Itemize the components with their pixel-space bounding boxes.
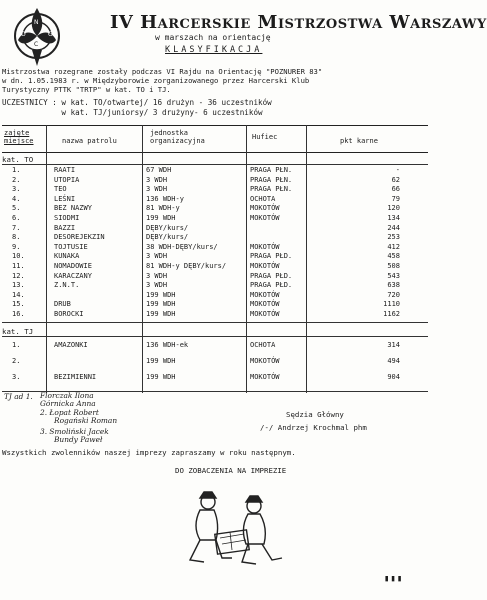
tj-name: Górnicka Anna [40,399,96,408]
table-cell-district: MOKOTÓW [250,204,280,213]
table-cell-points: 134 [387,214,400,222]
table-cell-district: PRAGA PŁN. [250,175,293,184]
table-cell-points: 244 [387,223,400,232]
table-cell-place: 1. [12,166,21,174]
table-cell-unit: 136 WDH-y [146,194,184,203]
tj-entry-1 [40,392,96,408]
tj-name: Łopat Robert [49,408,99,417]
table-cell-points: 1162 [383,310,400,318]
tj-number: 2. [40,408,48,417]
header-district: Hufiec [252,133,278,141]
table-cell-team: LEŚNI [54,194,76,203]
table-cell-points: 508 [387,262,400,270]
table-cell-unit: DĘBY/kurs/ [146,233,189,242]
table-cell-place: 2. [12,175,21,184]
table-cell-team: TEO [54,185,67,194]
participants-line: UCZESTNICY : w kat. TO/otwartej/ 16 drużyn - 36 uczestników [2,98,272,107]
table-cell-district: MOKOTÓW [250,242,280,251]
stamp-marks: ▮▮▮ [384,574,404,584]
table-cell-unit: 199 WDH [146,310,176,318]
category-tj-label: kat. TJ [2,327,34,336]
column-divider [142,125,143,393]
logo-letter-n: N [34,19,39,26]
table-cell-district: PRAGA PŁD. [250,281,293,290]
table-cell-place: 11. [12,262,25,270]
intro-line: w dn. 1.05.1983 r. w Międzyborowie zorganizowanego przez Harcerski Klub [2,75,310,85]
see-you-note: DO ZOBACZENIA NA IMPREZIE [175,466,287,475]
table-cell-team: SIODMI [54,214,80,222]
table-cell-points: 253 [387,233,400,242]
table-cell-unit: 3 WDH [146,175,168,184]
table-cell-team: AMAZONKI [54,341,88,349]
table-cell-unit: 199 WDH [146,357,176,365]
table-cell-place: 4. [12,194,21,203]
table-cell-district: PRAGA PŁN. [250,166,293,174]
table-cell-unit: 38 WDH-DĘBY/kurs/ [146,242,218,251]
category-divider [2,164,428,165]
table-cell-district: OCHOTA [250,194,276,203]
column-divider [246,125,247,393]
table-cell-district: MOKOTÓW [250,300,280,309]
table-cell-unit: DĘBY/kurs/ [146,223,189,232]
table-cell-team: BEZIMIENNI [54,373,97,381]
table-cell-team: KUNAKA [54,252,80,261]
table-cell-unit: 3 WDH [146,271,168,280]
table-cell-place: 8. [12,233,21,242]
participants-info [2,98,272,118]
tj-name: Rogański Roman [54,416,118,425]
table-cell-place: 7. [12,223,21,232]
table-cell-district: MOKOTÓW [250,373,280,381]
table-cell-team: Z.N.T. [54,281,80,290]
table-cell-team: UTOPIA [54,175,80,184]
table-cell-unit: 136 WDH-ek [146,341,189,349]
header-points: pkt karne [340,137,378,145]
table-cell-district: MOKOTÓW [250,214,280,222]
table-cell-unit: 199 WDH [146,290,176,299]
thanks-note: Wszystkich zwolenników naszej imprezy zapraszamy w roku następnym. [2,448,296,457]
scout-lily-logo [8,6,66,68]
tj-number: 3. [40,427,48,436]
tj-handwritten-label: TJ ad 1. [4,392,33,401]
table-cell-unit: 3 WDH [146,252,168,261]
table-cell-points: 79 [391,194,400,203]
category-to-label: kat. TO [2,155,34,164]
table-cell-points: 412 [387,242,400,251]
table-cell-team: RAATI [54,166,76,174]
table-cell-place: 6. [12,214,21,222]
tj-entry-3 [40,428,109,444]
logo-letter-c: C [34,41,39,48]
table-cell-points: 494 [387,357,400,365]
table-cell-points: - [395,166,400,174]
participants-line: w kat. TJ/juniorsy/ 3 drużyny- 6 uczestników [2,108,263,117]
table-cell-district: MOKOTÓW [250,262,280,270]
scouts-illustration [170,488,290,570]
judge-title: Sędzia Główny [286,410,344,419]
table-cell-district: PRAGA PŁD. [250,252,293,261]
table-cell-team: BOROCKI [54,310,84,318]
table-cell-place: 3. [12,373,21,381]
table-cell-team: TOJTUSIE [54,242,88,251]
table-cell-place: 5. [12,204,21,213]
table-cell-place: 3. [12,185,21,194]
table-cell-points: 720 [387,290,400,299]
table-cell-district: MOKOTÓW [250,290,280,299]
table-cell-points: 904 [387,373,400,381]
table-cell-place: 16. [12,310,25,318]
logo-letter-o: O [21,31,26,38]
header-place: zajęte miejsce [4,129,34,145]
table-cell-unit: 81 WDH-y [146,204,180,213]
table-cell-place: 1. [12,341,21,349]
tj-entry-2 [40,409,117,425]
tj-name: Smoliński Jacek [49,427,109,436]
table-cell-unit: 199 WDH [146,214,176,222]
table-cell-place: 2. [12,357,21,365]
table-cell-place: 12. [12,271,25,280]
table-cell-unit: 81 WDH-y DĘBY/kurs/ [146,262,227,270]
table-cell-points: 314 [387,341,400,349]
tj-name: Florczak Ilona [40,391,94,400]
table-cell-place: 15. [12,300,25,309]
table-cell-place: 13. [12,281,25,290]
page-title: IV Harcerskie Mistrzostwa Warszawy [110,12,487,33]
header-unit: jednostka organizacyjna [150,129,205,145]
column-divider [46,125,47,393]
table-cell-team: BAZZI [54,223,76,232]
intro-paragraph [2,68,322,94]
table-cell-points: 543 [387,271,400,280]
table-cell-place: 14. [12,290,25,299]
header-team: nazwa patrolu [62,137,117,145]
intro-line: Mistrzostwa rozegrane zostały podczas VI Rajdu na Orientację "POZNURER 83" [2,67,323,76]
table-cell-team: BEZ NAZWY [54,204,92,213]
table-cell-unit: 199 WDH [146,373,176,381]
tj-name: Bundy Paweł [54,435,103,444]
table-cell-district: MOKOTÓW [250,357,280,365]
table-cell-place: 9. [12,242,21,251]
category-divider [2,336,428,337]
table-cell-team: DRUB [54,300,71,309]
table-cell-points: 62 [391,175,400,184]
table-cell-team: DESOREJEKZIN [54,233,105,242]
table-cell-unit: 199 WDH [146,300,176,309]
table-cell-unit: 67 WDH [146,166,172,174]
table-cell-team: NOMADOWIE [54,262,92,270]
column-divider [306,125,307,393]
table-cell-district: OCHOTA [250,341,276,349]
judge-name: /-/ Andrzej Krochmal phm [260,423,367,432]
table-cell-place: 10. [12,252,25,261]
section-title: KLASYFIKACJA [165,45,263,55]
category-divider [2,322,428,323]
table-cell-points: 458 [387,252,400,261]
table-cell-unit: 3 WDH [146,185,168,194]
table-cell-points: 66 [391,185,400,194]
logo-letter-g: G [48,31,53,38]
table-cell-district: PRAGA PŁN. [250,185,293,194]
table-cell-district: MOKOTÓW [250,310,280,318]
table-cell-team: KARACZANY [54,271,92,280]
page-subtitle: w marszach na orientację [155,33,271,42]
table-cell-points: 1110 [383,300,400,309]
intro-line: Turystyczny PTTK "TRTP" w kat. TO i TJ. [2,84,171,94]
table-cell-unit: 3 WDH [146,281,168,290]
table-cell-points: 638 [387,281,400,290]
table-cell-points: 120 [387,204,400,213]
table-cell-district: PRAGA PŁD. [250,271,293,280]
